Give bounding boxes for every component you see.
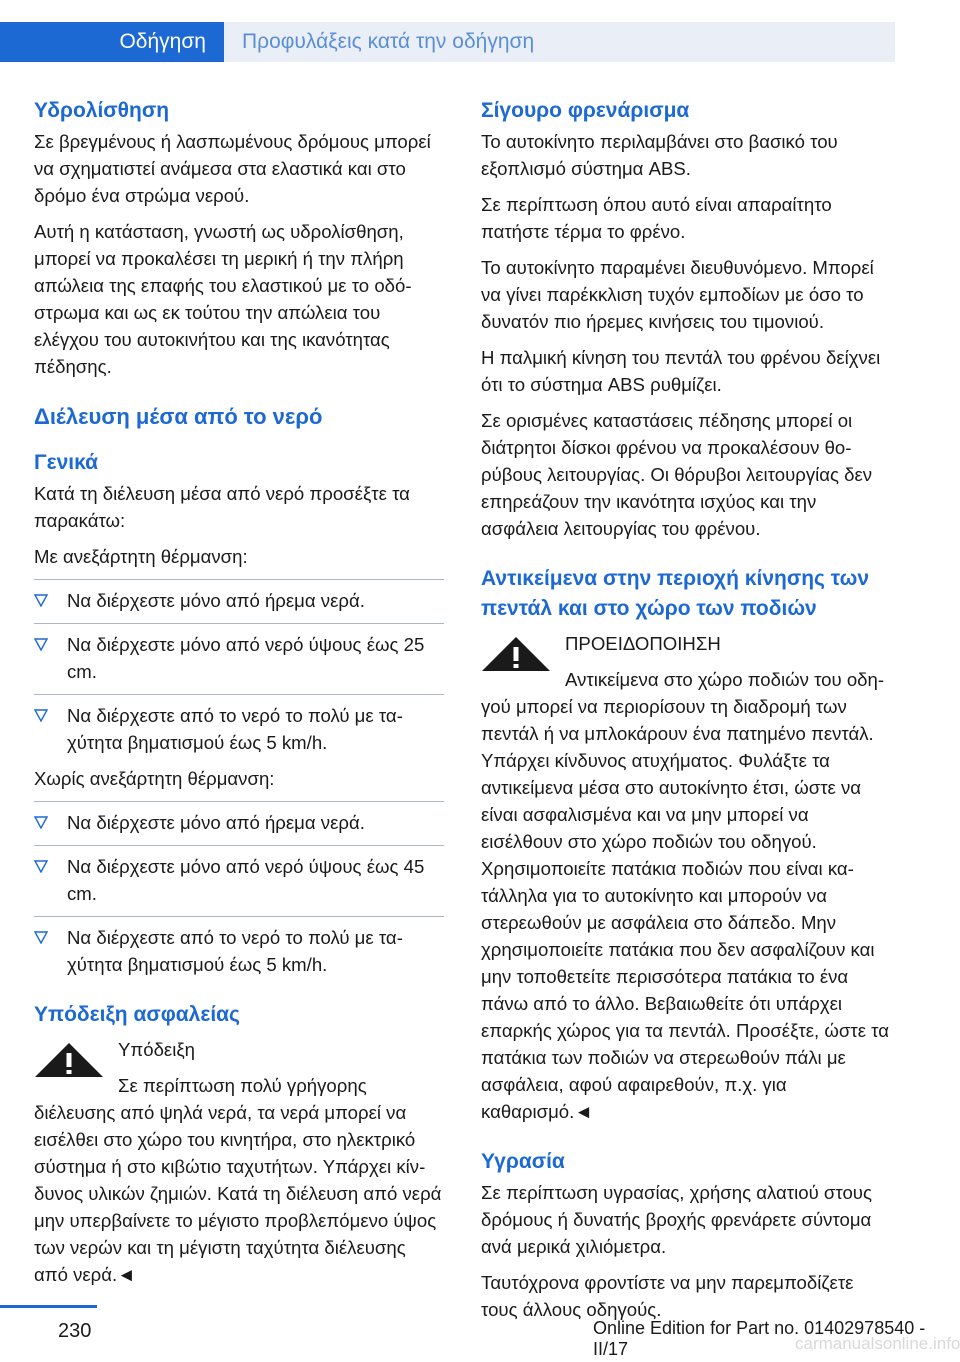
list-without-heater <box>34 801 444 978</box>
list-item-text: Να διέρχεστε από το νερό το πολύ με ταχύτητα βηματισμού έως 5 km/h. <box>67 705 403 753</box>
note-title: Υπόδειξη <box>118 1039 196 1060</box>
footer-accent-line <box>0 1305 97 1308</box>
list-item <box>34 916 444 978</box>
left-column <box>34 96 444 1297</box>
list-item <box>34 694 444 756</box>
edition-text: Online Edition for Part no. 01402978540 - II/17 <box>593 1318 926 1359</box>
paragraph: Το αυτοκίνητο παραμένει διευθυνόμενο. Μπορεί να γίνει παρέκκλιση τυχόν εμποδίων με όσο το δυνατόν πιο ήρεμες κινήσεις του τιμονιού. <box>481 257 874 332</box>
paragraph: Αυτή η κατάσταση, γνωστή ως υδρολίσθηση, μπορεί να προκαλέσει τη μερική ή την πλήρη απώλεια της επαφής του ελαστικού με το οδόστρωμα και ως εκ τούτου την απώλεια του ελέγχου του αυτοκινήτου και της ικανότητας πέδησης. <box>34 221 412 377</box>
paragraph: Χωρίς ανεξάρτητη θέρμανση: <box>34 768 275 789</box>
paragraph: Το αυτοκίνητο περιλαμβάνει στο βασικό του εξοπλισμό σύστημα ABS. <box>481 131 838 179</box>
list-item <box>34 801 444 836</box>
warning-triangle-icon <box>481 636 551 672</box>
list-item <box>34 579 444 614</box>
page-header <box>0 0 960 62</box>
warning-triangle-icon <box>34 1042 104 1078</box>
list-item-text: Να διέρχεστε μόνο από ήρεμα νερά. <box>67 590 365 611</box>
paragraph: Η παλμική κίνηση του πεντάλ του φρένου δείχνει ότι το σύστημα ABS ρυθμίζει. <box>481 347 881 395</box>
bullet-triangle-icon <box>34 593 48 607</box>
right-column <box>481 96 895 1332</box>
bullet-triangle-icon <box>34 708 48 722</box>
bullet-triangle-icon <box>34 637 48 651</box>
subsection-title-moisture: Υγρασία <box>481 1150 565 1173</box>
paragraph: Ταυτόχρονα φροντίστε να μην παρεμποδίζετε τους άλλους οδηγούς. <box>481 1272 854 1320</box>
paragraph: Σε περίπτωση υγρασίας, χρήσης αλατιού στους δρόμους ή δυνατής βροχής φρενάρετε σύντομα ανά μερικά χιλιόμετρα. <box>481 1182 872 1257</box>
paragraph: Σε βρεγμένους ή λασπωμένους δρόμους μπορεί να σχηματιστεί ανάμεσα στα ελαστικά και στο δρόμο ένα στρώμα νερού. <box>34 131 431 206</box>
page-number: 230 <box>58 1320 92 1342</box>
warning-text: Αντικείμενα στο χώρο ποδιών του οδηγού μπορεί να περιορίσουν τη διαδρομή των πεντάλ ή να μπλοκάρουν ένα πατημένο πεντάλ. Υπάρχει κίνδυνος ατυχήματος. Φυλάξτε τα αντικείμενα μέσα στο αυτοκίνητο έτσι, ώστε να είναι ασφαλισμένα και να μην μπορεί να εισέλθουν στο χώρο ποδιών του οδηγού. Χρησιμοποιείτε πατάκια ποδιών που είναι κατάλληλα για το αυτοκίνητο και μπορούν να στερεωθούν με ασφάλεια στο δάπεδο. Μην χρησιμοποιείτε πατάκια που δεν ασφαλίζουν και μην τοποθετείτε περισσότερα πατάκια το ένα πάνω από το άλλο. Βεβαιωθείτε ότι υπάρχει επαρκής χώρος για τα πεντάλ. Προσέξτε, ώστε τα πατάκια των ποδιών να στερεωθούν πάλι με ασφάλεια, αφού αφαιρεθούν, π.χ. για καθαρισμό.◄ <box>481 669 890 1122</box>
list-item-text: Να διέρχεστε από το νερό το πολύ με ταχύτητα βηματισμού έως 5 km/h. <box>67 927 403 975</box>
note-block <box>34 1036 444 1063</box>
bullet-triangle-icon <box>34 859 48 873</box>
header-tab-section[interactable]: Προφυλάξεις κατά την οδήγηση <box>224 22 895 62</box>
paragraph: Κατά τη διέλευση μέσα από νερό προσέξτε τα παρακάτω: <box>34 483 410 531</box>
subsection-title-general: Γενικά <box>34 451 99 474</box>
section-title-pedal-objects: Αντικείμενα στην περιοχή κίνησης των πεντάλ και στο χώρο των ποδιών <box>481 567 869 620</box>
list-with-heater <box>34 579 444 756</box>
section-title-water-crossing: Διέλευση μέσα από το νερό <box>34 404 323 429</box>
warning-block <box>481 630 895 657</box>
section-title-hydroplaning: Υδρολίσθηση <box>34 99 170 122</box>
warning-title: ΠΡΟΕΙΔΟΠΟΙΗΣΗ <box>565 633 721 654</box>
bullet-triangle-icon <box>34 815 48 829</box>
paragraph: Με ανεξάρτητη θέρμανση: <box>34 546 248 567</box>
paragraph: Σε ορισμένες καταστάσεις πέδησης μπορεί οι διάτρητοι δίσκοι φρένου να προκαλέσουν θορύβους λειτουργίας. Οι θόρυβοι λειτουργίας δεν επηρεάζουν την ικανότητα ισχύος και την ασφάλεια λειτουργίας του φρένου. <box>481 410 873 539</box>
list-item-text: Να διέρχεστε μόνο από νερό ύψους έως 45 cm. <box>67 856 425 904</box>
subsection-title-safety-note: Υπόδειξη ασφαλείας <box>34 1003 240 1026</box>
list-item <box>34 623 444 685</box>
list-item-text: Να διέρχεστε μόνο από νερό ύψους έως 25 cm. <box>67 634 425 682</box>
watermark: carmanualsonline.info <box>795 1334 960 1353</box>
header-tab-chapter[interactable]: Οδήγηση <box>0 22 224 62</box>
list-item-text: Να διέρχεστε μόνο από ήρεμα νερά. <box>67 812 365 833</box>
bullet-triangle-icon <box>34 930 48 944</box>
list-item <box>34 845 444 907</box>
paragraph: Σε περίπτωση όπου αυτό είναι απαραίτητο πατήστε τέρμα το φρένο. <box>481 194 832 242</box>
note-text: Σε περίπτωση πολύ γρήγορης διέλευσης από ψηλά νερά, τα νερά μπορεί να εισέλθει στο χώρο του κινητήρα, στο ηλεκτρικό σύστημα ή στο κιβώτιο ταχυτήτων. Υπάρχει κίνδυνος υλικών ζημιών. Κατά τη διέλευση από νερά μην υπερβαίνετε το μέγιστο προβλεπόμενο ύψος των νερών και τη μέγιστη ταχύτητα διέλευσης από νερά.◄ <box>34 1075 442 1285</box>
section-title-braking: Σίγουρο φρενάρισμα <box>481 99 690 122</box>
